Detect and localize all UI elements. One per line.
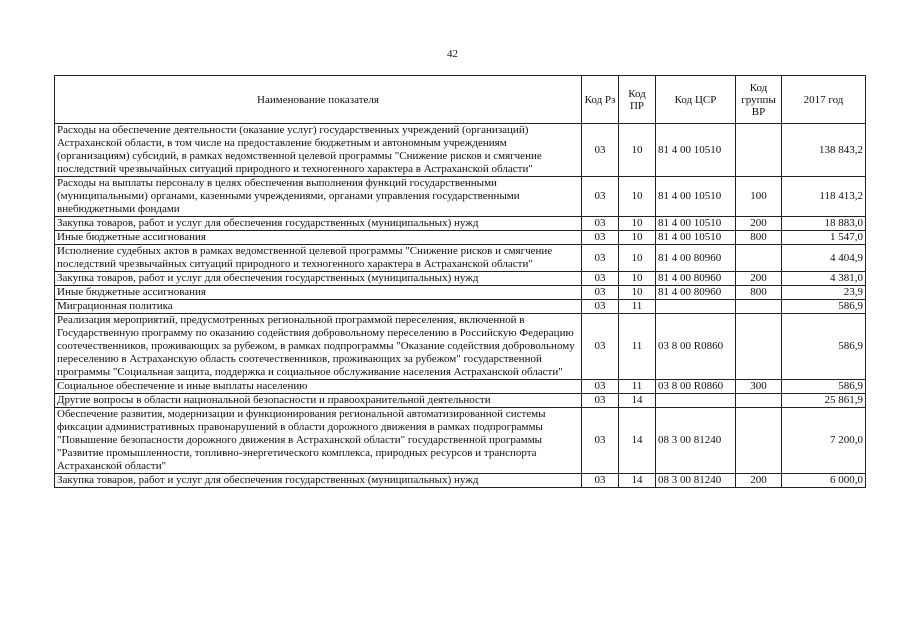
row-rz-code: 03 [582, 474, 619, 488]
page-number: 42 [447, 48, 458, 60]
row-rz-code: 03 [582, 408, 619, 474]
budget-table [54, 75, 866, 488]
header-year: 2017 год [782, 76, 866, 124]
row-csr-code: 81 4 00 10510 [656, 177, 736, 217]
row-pr-code: 10 [619, 177, 656, 217]
table-row [55, 217, 866, 231]
row-amount: 586,9 [782, 300, 866, 314]
row-pr-code: 14 [619, 408, 656, 474]
row-name: Закупка товаров, работ и услуг для обеспечения государственных (муниципальных) нужд [55, 217, 582, 231]
row-csr-code: 81 4 00 80960 [656, 272, 736, 286]
row-rz-code: 03 [582, 245, 619, 272]
row-name: Социальное обеспечение и иные выплаты населению [55, 380, 582, 394]
row-rz-code: 03 [582, 380, 619, 394]
row-pr-code: 11 [619, 300, 656, 314]
row-csr-code: 81 4 00 80960 [656, 245, 736, 272]
table-row [55, 177, 866, 217]
row-vr-code: 200 [736, 474, 782, 488]
row-rz-code: 03 [582, 177, 619, 217]
row-csr-code: 81 4 00 10510 [656, 231, 736, 245]
table-row [55, 286, 866, 300]
row-amount: 586,9 [782, 380, 866, 394]
row-vr-code [736, 124, 782, 177]
row-pr-code: 10 [619, 286, 656, 300]
table-row [55, 394, 866, 408]
row-amount: 25 861,9 [782, 394, 866, 408]
row-rz-code: 03 [582, 286, 619, 300]
row-rz-code: 03 [582, 300, 619, 314]
row-amount: 23,9 [782, 286, 866, 300]
table-row [55, 300, 866, 314]
row-amount: 4 381,0 [782, 272, 866, 286]
row-name: Иные бюджетные ассигнования [55, 231, 582, 245]
row-vr-code [736, 245, 782, 272]
row-vr-code: 200 [736, 217, 782, 231]
header-pr: Код ПР [619, 76, 656, 124]
table-row [55, 314, 866, 380]
row-vr-code [736, 408, 782, 474]
table-row [55, 408, 866, 474]
row-csr-code: 81 4 00 10510 [656, 124, 736, 177]
row-vr-code: 200 [736, 272, 782, 286]
table-row [55, 474, 866, 488]
row-name: Закупка товаров, работ и услуг для обеспечения государственных (муниципальных) нужд [55, 474, 582, 488]
row-vr-code [736, 394, 782, 408]
row-rz-code: 03 [582, 314, 619, 380]
row-vr-code: 100 [736, 177, 782, 217]
row-csr-code [656, 300, 736, 314]
row-pr-code: 11 [619, 380, 656, 394]
row-name: Иные бюджетные ассигнования [55, 286, 582, 300]
row-csr-code: 03 8 00 R0860 [656, 380, 736, 394]
row-amount: 4 404,9 [782, 245, 866, 272]
header-csr: Код ЦСР [656, 76, 736, 124]
row-rz-code: 03 [582, 394, 619, 408]
row-rz-code: 03 [582, 231, 619, 245]
table-header-row [55, 76, 866, 124]
row-name: Реализация мероприятий, предусмотренных региональной программой переселения, включенной в Государственную программу по оказанию содействия добровольному переселению в Российскую Федерацию соотечественников, проживающих за рубежом, в рамках подпрограммы "Оказание содействия добровольному переселению в Астраханскую область соотечественников, проживающих за рубежом" государственной программы "Социальная защита, поддержка и социальное обслуживание населения Астраханской области" [55, 314, 582, 380]
row-pr-code: 14 [619, 394, 656, 408]
row-vr-code: 300 [736, 380, 782, 394]
row-pr-code: 10 [619, 217, 656, 231]
row-amount: 138 843,2 [782, 124, 866, 177]
row-vr-code: 800 [736, 231, 782, 245]
table-body [55, 124, 866, 488]
table-row [55, 272, 866, 286]
row-csr-code: 08 3 00 81240 [656, 408, 736, 474]
row-name: Исполнение судебных актов в рамках ведомственной целевой программы "Снижение рисков и смягчение последствий чрезвычайных ситуаций природного и техногенного характера в Астраханской области" [55, 245, 582, 272]
table-row [55, 245, 866, 272]
row-amount: 7 200,0 [782, 408, 866, 474]
row-vr-code [736, 300, 782, 314]
row-rz-code: 03 [582, 124, 619, 177]
row-rz-code: 03 [582, 217, 619, 231]
row-pr-code: 11 [619, 314, 656, 380]
row-amount: 1 547,0 [782, 231, 866, 245]
row-amount: 586,9 [782, 314, 866, 380]
row-pr-code: 10 [619, 272, 656, 286]
row-csr-code: 08 3 00 81240 [656, 474, 736, 488]
row-amount: 18 883,0 [782, 217, 866, 231]
row-csr-code [656, 394, 736, 408]
table-row [55, 124, 866, 177]
table-row [55, 231, 866, 245]
row-csr-code: 81 4 00 10510 [656, 217, 736, 231]
row-rz-code: 03 [582, 272, 619, 286]
row-name: Другие вопросы в области национальной безопасности и правоохранительной деятельности [55, 394, 582, 408]
row-csr-code: 03 8 00 R0860 [656, 314, 736, 380]
row-pr-code: 10 [619, 124, 656, 177]
header-name: Наименование показателя [55, 76, 582, 124]
header-vr: Код группы ВР [736, 76, 782, 124]
row-pr-code: 10 [619, 231, 656, 245]
row-pr-code: 10 [619, 245, 656, 272]
row-name: Обеспечение развития, модернизации и функционирования региональной автоматизированной системы фиксации административных правонарушений в области дорожного движения в рамках подпрограммы "Повышение безопасности дорожного движения в Астраханской области" государственной программы "Развитие промышленности, топливно-энергетического комплекса, природных ресурсов и транспорта Астраханской области" [55, 408, 582, 474]
header-rz: Код Рз [582, 76, 619, 124]
row-csr-code: 81 4 00 80960 [656, 286, 736, 300]
row-name: Миграционная политика [55, 300, 582, 314]
row-amount: 6 000,0 [782, 474, 866, 488]
row-name: Расходы на обеспечение деятельности (оказание услуг) государственных учреждений (организаций) Астраханской области, в том числе на предоставление бюджетным и автономным учреждениям (организациям) субсидий, в рамках ведомственной целевой программы "Снижение рисков и смягчение последствий чрезвычайных ситуаций природного и техногенного характера в Астраханской области" [55, 124, 582, 177]
row-vr-code: 800 [736, 286, 782, 300]
row-vr-code [736, 314, 782, 380]
row-pr-code: 14 [619, 474, 656, 488]
row-name: Закупка товаров, работ и услуг для обеспечения государственных (муниципальных) нужд [55, 272, 582, 286]
row-name: Расходы на выплаты персоналу в целях обеспечения выполнения функций государственными (муниципальными) органами, казенными учреждениями, органами управления государственными внебюджетными фондами [55, 177, 582, 217]
row-amount: 118 413,2 [782, 177, 866, 217]
table-row [55, 380, 866, 394]
